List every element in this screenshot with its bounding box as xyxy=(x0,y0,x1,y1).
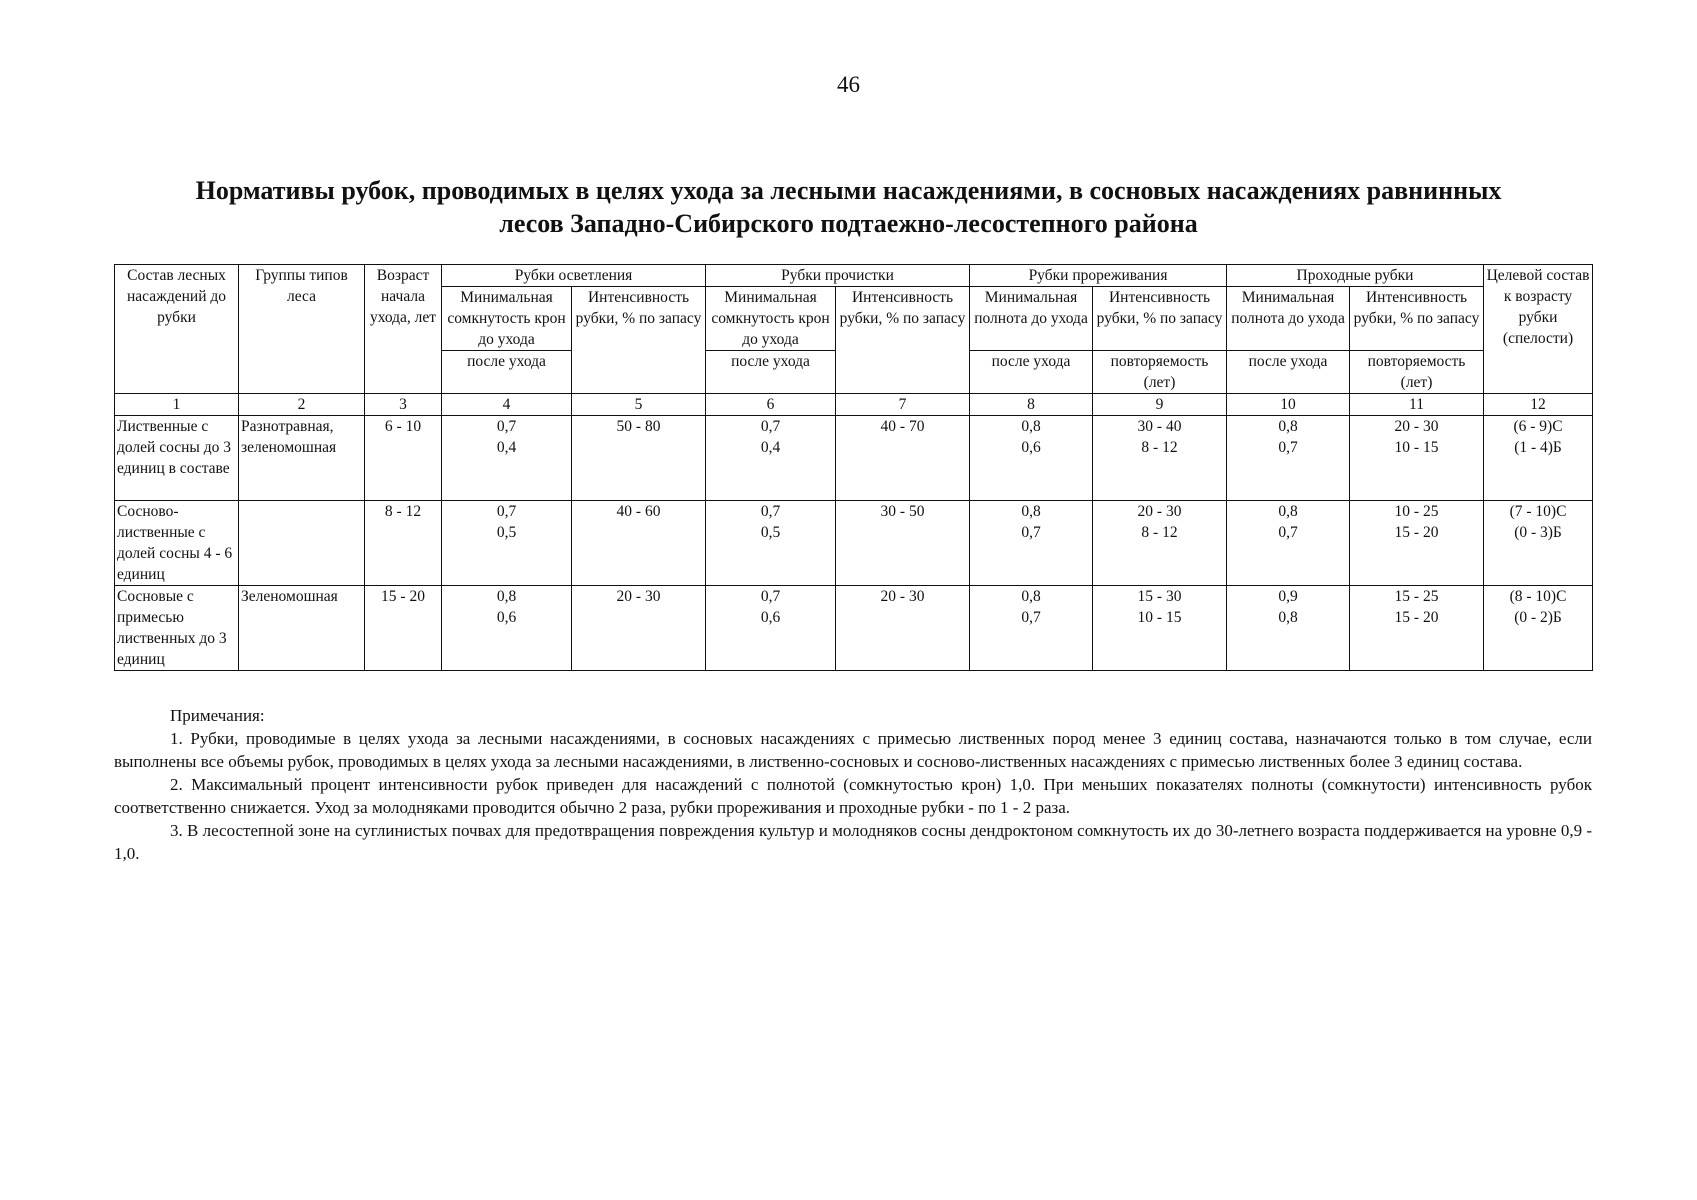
notes-heading: Примечания: xyxy=(170,706,265,725)
column-number: 7 xyxy=(836,394,970,416)
header-composition: Состав лесных насаждений до рубки xyxy=(115,265,239,394)
cell-min-canopy-lightening: 0,7 0,4 xyxy=(442,416,572,501)
column-number: 3 xyxy=(365,394,442,416)
cell-min-density-passage: 0,8 0,7 xyxy=(1227,501,1350,586)
header-intensity-passage: Интенсивность рубки, % по запасу xyxy=(1350,287,1484,351)
header-min-canopy-lightening: Минимальная сомкнутость крон до ухода xyxy=(442,287,572,351)
header-passage: Проходные рубки xyxy=(1227,265,1484,287)
cell-min-density-thinning: 0,8 0,7 xyxy=(970,586,1093,671)
note-item: 1. Рубки, проводимые в целях ухода за лесными насаждениями, в сосновых насаждениях с примесью лиственных пород менее 3 единиц состава, назначаются только в том случае, если выполнены все объемы рубок, проводимых в целях ухода за лесными насаждениями, в лиственно-сосновых и сосново-лиственных насаждениях с примесью лиственных более 3 единиц состава. xyxy=(114,729,1592,771)
cell-intensity-passage: 10 - 25 15 - 20 xyxy=(1350,501,1484,586)
cell-intensity-lightening: 40 - 60 xyxy=(572,501,706,586)
cell-composition: Сосново-лиственные с долей сосны 4 - 6 единиц xyxy=(115,501,239,586)
cell-start-age: 8 - 12 xyxy=(365,501,442,586)
cell-composition: Лиственные с долей сосны до 3 единиц в составе xyxy=(115,416,239,501)
cell-intensity-passage: 20 - 30 10 - 15 xyxy=(1350,416,1484,501)
title-line-1: Нормативы рубок, проводимых в целях ухода за лесными насаждениями, в сосновых насаждениях равнинных xyxy=(195,176,1502,205)
cell-min-density-passage: 0,9 0,8 xyxy=(1227,586,1350,671)
cell-composition: Сосновые с примесью лиственных до 3 единиц xyxy=(115,586,239,671)
header-min-density-thinning: Минимальная полнота до ухода xyxy=(970,287,1093,351)
column-number: 11 xyxy=(1350,394,1484,416)
cell-start-age: 6 - 10 xyxy=(365,416,442,501)
cell-forest-type: Зеленомошная xyxy=(239,586,365,671)
cell-min-canopy-cleaning: 0,7 0,5 xyxy=(706,501,836,586)
cell-target-composition: (7 - 10)С (0 - 3)Б xyxy=(1484,501,1593,586)
header-repeat-passage: повторяемость (лет) xyxy=(1350,351,1484,394)
cell-intensity-thinning: 15 - 30 10 - 15 xyxy=(1093,586,1227,671)
cell-forest-type: Разнотравная, зеленомошная xyxy=(239,416,365,501)
note-item: 2. Максимальный процент интенсивности рубок приведен для насаждений с полнотой (сомкнутостью крон) 1,0. При меньших показателях полноты (сомкнутости) интенсивность рубок соответственно снижается. Уход за молодняками проводится обычно 2 раза, рубки прореживания и проходные рубки - по 1 - 2 раза. xyxy=(114,775,1592,817)
table-row xyxy=(115,586,1593,671)
cell-min-canopy-cleaning: 0,7 0,4 xyxy=(706,416,836,501)
header-row-1 xyxy=(115,265,1593,287)
cell-start-age: 15 - 20 xyxy=(365,586,442,671)
header-cleaning: Рубки прочистки xyxy=(706,265,970,287)
column-number: 9 xyxy=(1093,394,1227,416)
cell-min-density-thinning: 0,8 0,7 xyxy=(970,501,1093,586)
column-number: 12 xyxy=(1484,394,1593,416)
column-number: 4 xyxy=(442,394,572,416)
cell-min-canopy-lightening: 0,7 0,5 xyxy=(442,501,572,586)
header-lightening: Рубки осветления xyxy=(442,265,706,287)
cell-intensity-cleaning: 40 - 70 xyxy=(836,416,970,501)
header-intensity-thinning: Интенсивность рубки, % по запасу xyxy=(1093,287,1227,351)
header-after-care-thinning: после ухода xyxy=(970,351,1093,394)
header-target-composition: Целевой состав к возрасту рубки (спелости) xyxy=(1484,265,1593,394)
cell-intensity-cleaning: 30 - 50 xyxy=(836,501,970,586)
header-after-care-lightening: после ухода xyxy=(442,351,572,394)
cell-min-density-passage: 0,8 0,7 xyxy=(1227,416,1350,501)
cell-intensity-lightening: 50 - 80 xyxy=(572,416,706,501)
header-intensity-lightening: Интенсивность рубки, % по запасу xyxy=(572,287,706,394)
column-number: 2 xyxy=(239,394,365,416)
cell-forest-type xyxy=(239,501,365,586)
table-row xyxy=(115,501,1593,586)
header-min-density-passage: Минимальная полнота до ухода xyxy=(1227,287,1350,351)
table-row xyxy=(115,416,1593,501)
note-item: 3. В лесостепной зоне на суглинистых почвах для предотвращения повреждения культур и молодняков сосны дендроктоном сомкнутость их до 30-летнего возраста поддерживается на уровне 0,9 - 1,0. xyxy=(114,821,1592,863)
title-line-2: лесов Западно-Сибирского подтаежно-лесостепного района xyxy=(499,209,1198,238)
column-number: 8 xyxy=(970,394,1093,416)
header-intensity-cleaning: Интенсивность рубки, % по запасу xyxy=(836,287,970,394)
header-after-care-cleaning: после ухода xyxy=(706,351,836,394)
header-after-care-passage: после ухода xyxy=(1227,351,1350,394)
header-thinning: Рубки прореживания xyxy=(970,265,1227,287)
cell-min-canopy-cleaning: 0,7 0,6 xyxy=(706,586,836,671)
column-number: 6 xyxy=(706,394,836,416)
column-number: 10 xyxy=(1227,394,1350,416)
norms-table xyxy=(114,264,1593,671)
cell-min-canopy-lightening: 0,8 0,6 xyxy=(442,586,572,671)
header-forest-type-groups: Группы типов леса xyxy=(239,265,365,394)
cell-target-composition: (8 - 10)С (0 - 2)Б xyxy=(1484,586,1593,671)
cell-intensity-thinning: 30 - 40 8 - 12 xyxy=(1093,416,1227,501)
cell-min-density-thinning: 0,8 0,6 xyxy=(970,416,1093,501)
notes-section xyxy=(114,704,1592,865)
column-number: 5 xyxy=(572,394,706,416)
header-start-age: Возраст начала ухода, лет xyxy=(365,265,442,394)
cell-intensity-thinning: 20 - 30 8 - 12 xyxy=(1093,501,1227,586)
header-repeat-thinning: повторяемость (лет) xyxy=(1093,351,1227,394)
cell-intensity-passage: 15 - 25 15 - 20 xyxy=(1350,586,1484,671)
cell-target-composition: (6 - 9)С (1 - 4)Б xyxy=(1484,416,1593,501)
cell-intensity-cleaning: 20 - 30 xyxy=(836,586,970,671)
document-title xyxy=(100,174,1597,240)
column-number-row xyxy=(115,394,1593,416)
cell-intensity-lightening: 20 - 30 xyxy=(572,586,706,671)
header-min-canopy-cleaning: Минимальная сомкнутость крон до ухода xyxy=(706,287,836,351)
column-number: 1 xyxy=(115,394,239,416)
page-number: 46 xyxy=(837,72,860,97)
